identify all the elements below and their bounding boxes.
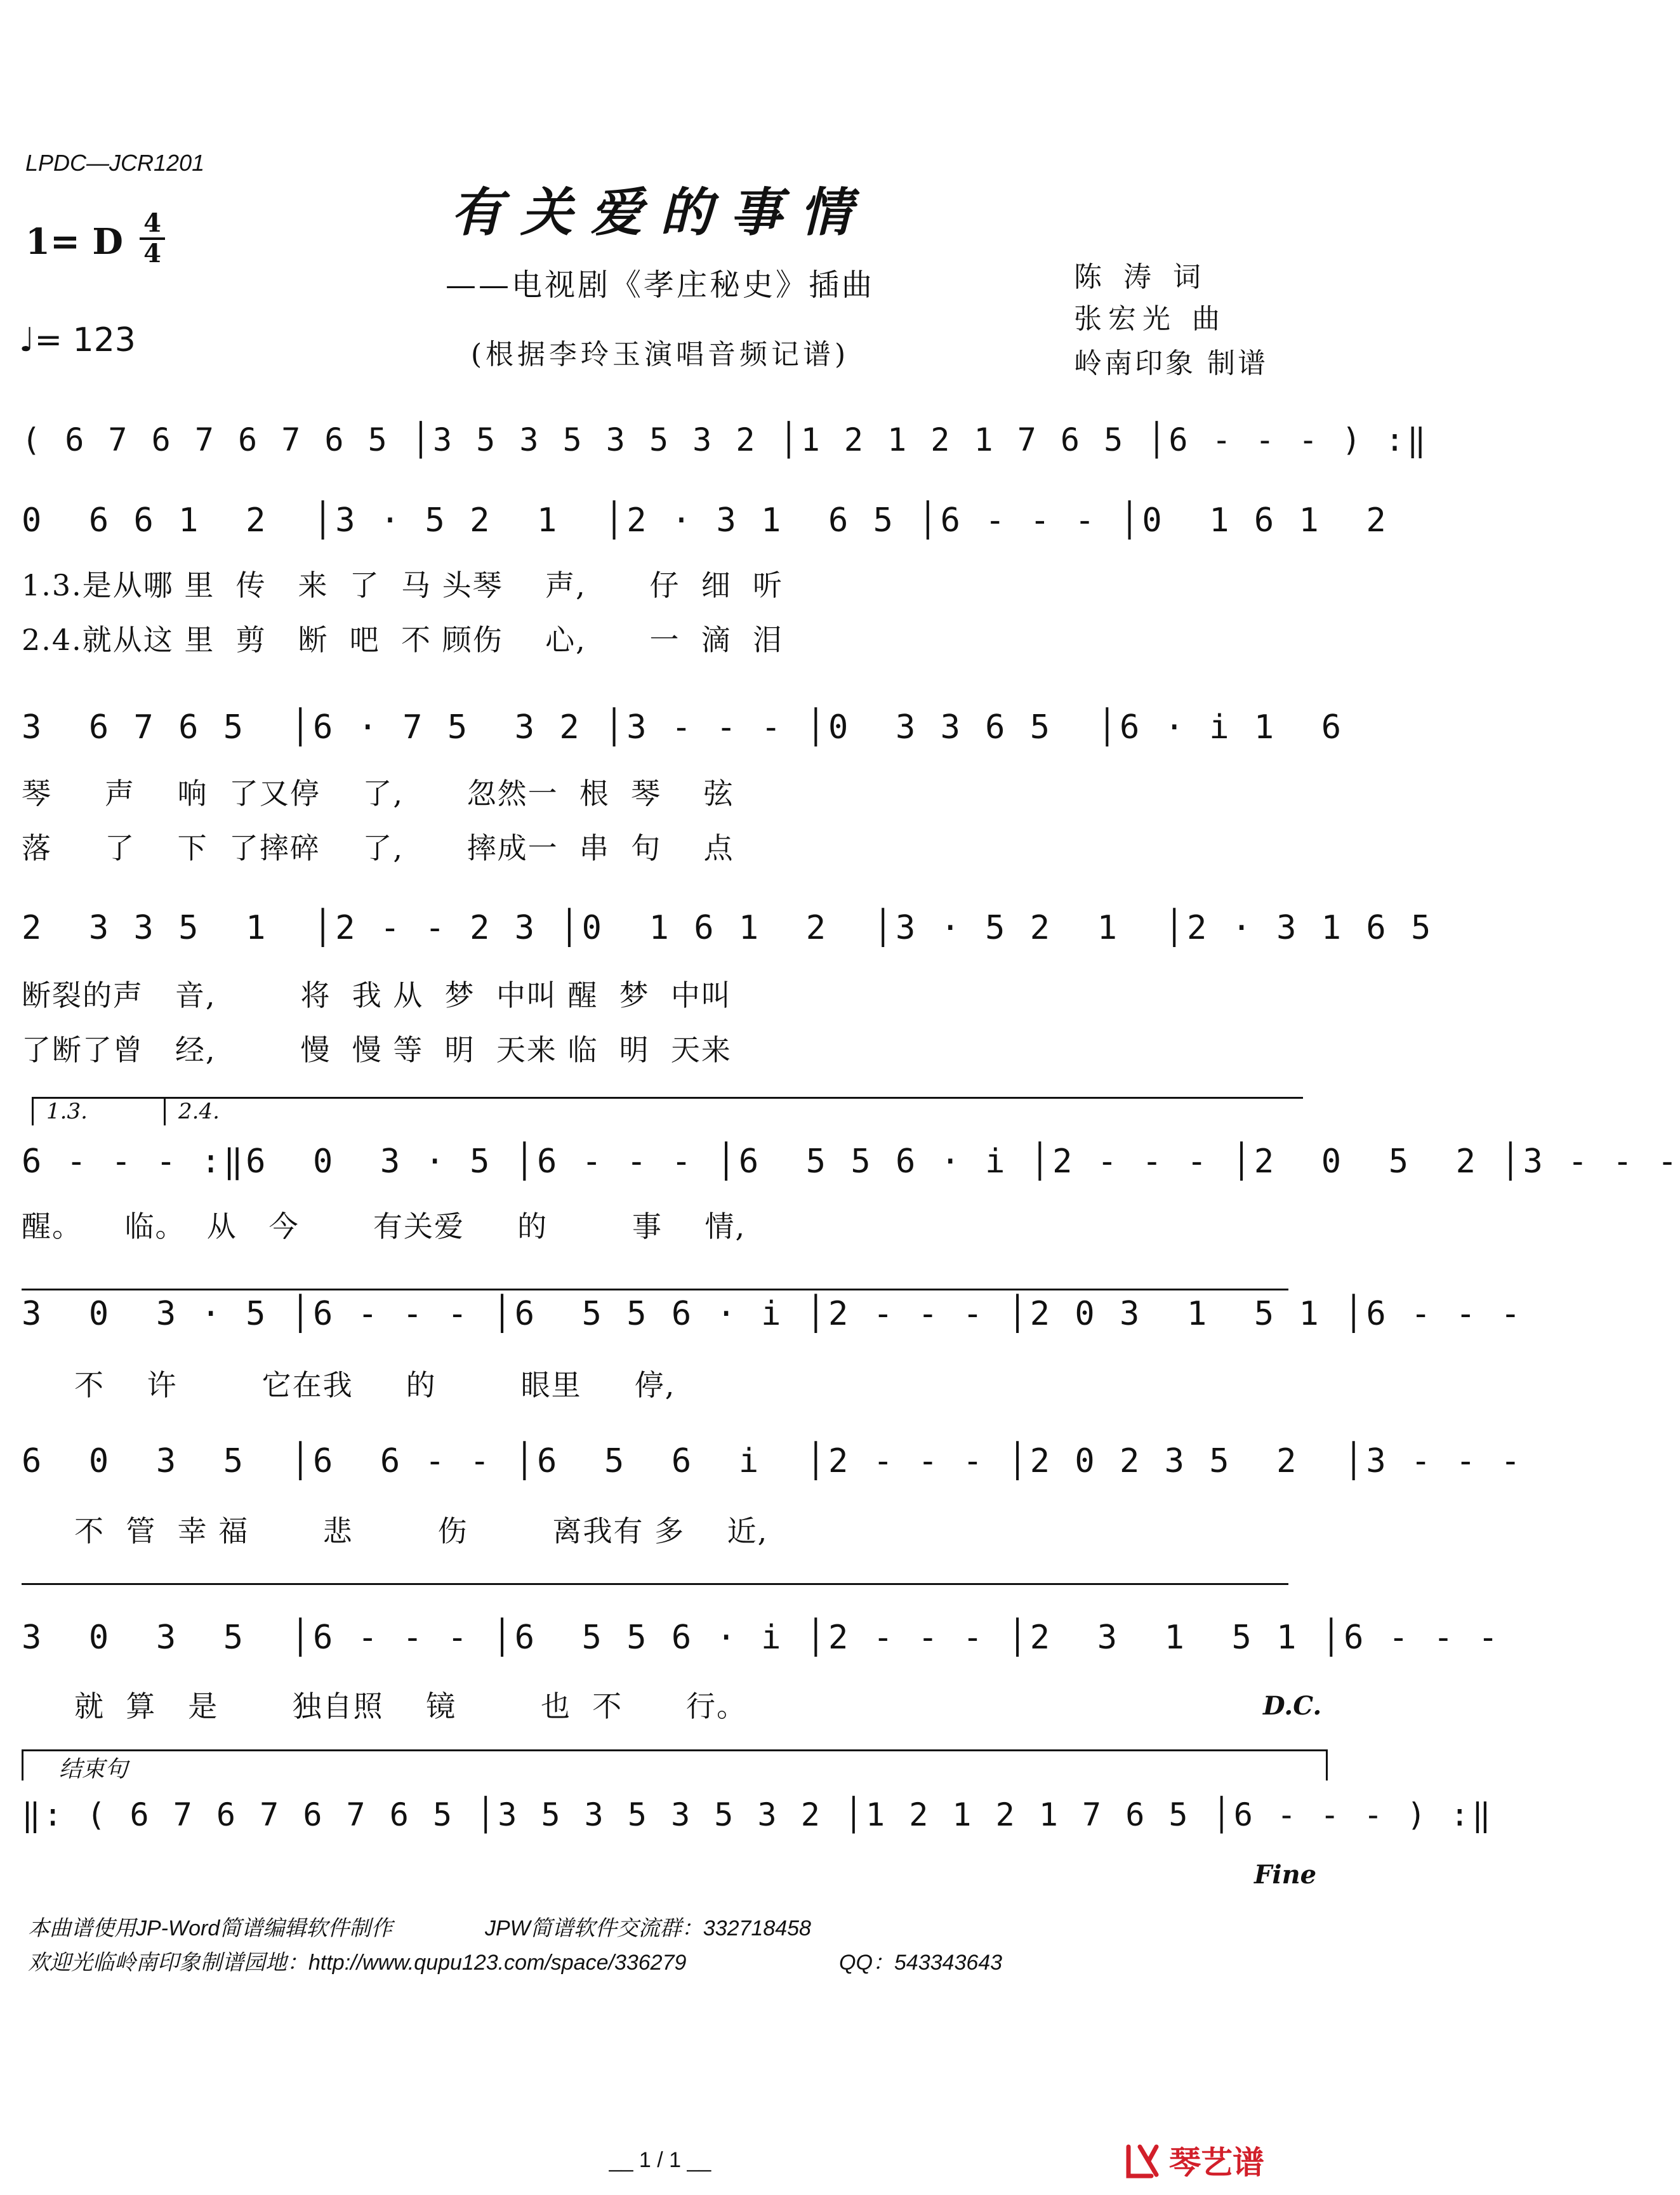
key-signature: 1= D — [25, 221, 123, 263]
notation-line: 0 6 6 1 2 │3 · 5 2 1 │2 · 3 1 6 5 │6 - - - │0 1 6 1 2 — [22, 501, 1389, 540]
credit-arranger: 岭南印象 制谱 — [1074, 347, 1268, 380]
brand-logo — [1123, 2139, 1301, 2184]
notation-line: 3 0 3 · 5 │6 - - - │6 5 5 6 · i │2 - - - │2 0 3 1 5 1 │6 - - - — [22, 1295, 1523, 1333]
lyric-line: 不 管 幸 福 悲 伤 离我有 多 近, — [22, 1514, 769, 1548]
volta-first-ending: 1.3. — [32, 1097, 167, 1125]
notation-line: 6 0 3 5 │6 6 - - │6 5 6 i │2 - - - │2 0 2 3 5 2 │3 - - - — [22, 1442, 1523, 1480]
lyric-verse-2: 了断了曾 经, 慢 慢 等 明 天来 临 明 天来 — [22, 1033, 732, 1067]
lyric-verse-1: 断裂的声 音, 将 我 从 梦 中叫 醒 梦 中叫 — [22, 978, 732, 1012]
system-rule — [22, 1289, 1288, 1290]
footer-group-note: JPW简谱软件交流群：332718458 — [485, 1916, 811, 1940]
da-capo-mark: D.C. — [1263, 1691, 1322, 1721]
score-code: LPDC—JCR1201 — [25, 150, 205, 176]
logo-mark-icon — [1123, 2139, 1301, 2184]
lyric-line: 醒。 临。 从 今 有关爱 的 事 情, — [22, 1209, 746, 1243]
footer-software-note: 本曲谱使用JP-Word简谱编辑软件制作 — [28, 1916, 393, 1940]
lyric-verse-1: 琴 声 响 了又停 了, 忽然一 根 琴 弦 — [22, 776, 734, 811]
notation-line: 2 3 3 5 1 │2 - - 2 3 │0 1 6 1 2 │3 · 5 2 1 │2 · 3 1 6 5 — [22, 909, 1434, 947]
lyric-line: 就 算 是 独自照 镜 也 不 行。 — [22, 1689, 748, 1723]
time-signature — [137, 209, 168, 268]
meter-bottom: 4 — [143, 239, 161, 269]
tempo-marking: ♩= 123 — [19, 321, 136, 359]
volta-second-ending: 2.4. — [164, 1097, 1303, 1125]
lyric-line: 不 许 它在我 的 眼里 停, — [22, 1368, 676, 1402]
meter-top: 4 — [143, 208, 161, 238]
footer-website[interactable]: 欢迎光临岭南印象制谱园地：http://www.qupu123.com/space/336279 — [28, 1951, 687, 1975]
fine-mark: Fine — [1254, 1860, 1317, 1890]
lyric-verse-2: 2.4.就从这 里 剪 断 吧 不 顾伤 心, 一 滴 泪 — [22, 623, 783, 657]
song-title: 有关爱的事情 — [451, 182, 870, 243]
lyric-verse-2: 落 了 下 了摔碎 了, 摔成一 串 句 点 — [22, 831, 734, 865]
notation-line: ‖: ( 6 7 6 7 6 7 6 5 │3 5 3 5 3 5 3 2 │1 2 1 2 1 7 6 5 │6 - - - ) :‖ — [22, 1796, 1493, 1833]
credit-composer: 张宏光 曲 — [1074, 303, 1226, 335]
lyric-verse-1: 1.3.是从哪 里 传 来 了 马 头琴 声, 仔 细 听 — [22, 568, 783, 602]
ending-bracket: 结束句 — [22, 1749, 1328, 1781]
footer-qq: QQ：543343643 — [839, 1951, 1003, 1975]
page-number: __ 1 / 1 __ — [609, 2148, 711, 2172]
notation-line: 3 6 7 6 5 │6 · 7 5 3 2 │3 - - - │0 3 3 6 5 │6 · i 1 6 — [22, 708, 1344, 746]
transcription-note: (根据李玲玉演唱音频记谱) — [470, 338, 850, 371]
notation-line: 6 - - - :‖6 0 3 · 5 │6 - - - │6 5 5 6 · i │2 - - - │2 0 5 2 │3 - - - — [22, 1143, 1680, 1181]
logo-text: 琴艺谱 — [1169, 2144, 1264, 2181]
notation-line: 3 0 3 5 │6 - - - │6 5 5 6 · i │2 - - - │2 3 1 5 1 │6 - - - — [22, 1619, 1501, 1657]
credit-lyricist: 陈 涛 词 — [1074, 261, 1207, 293]
system-rule — [22, 1583, 1288, 1585]
song-subtitle: ——电视剧《孝庄秘史》插曲 — [445, 267, 875, 303]
notation-line: ( 6 7 6 7 6 7 6 5 │3 5 3 5 3 5 3 2 │1 2 1 2 1 7 6 5 │6 - - - ) :‖ — [22, 421, 1429, 458]
